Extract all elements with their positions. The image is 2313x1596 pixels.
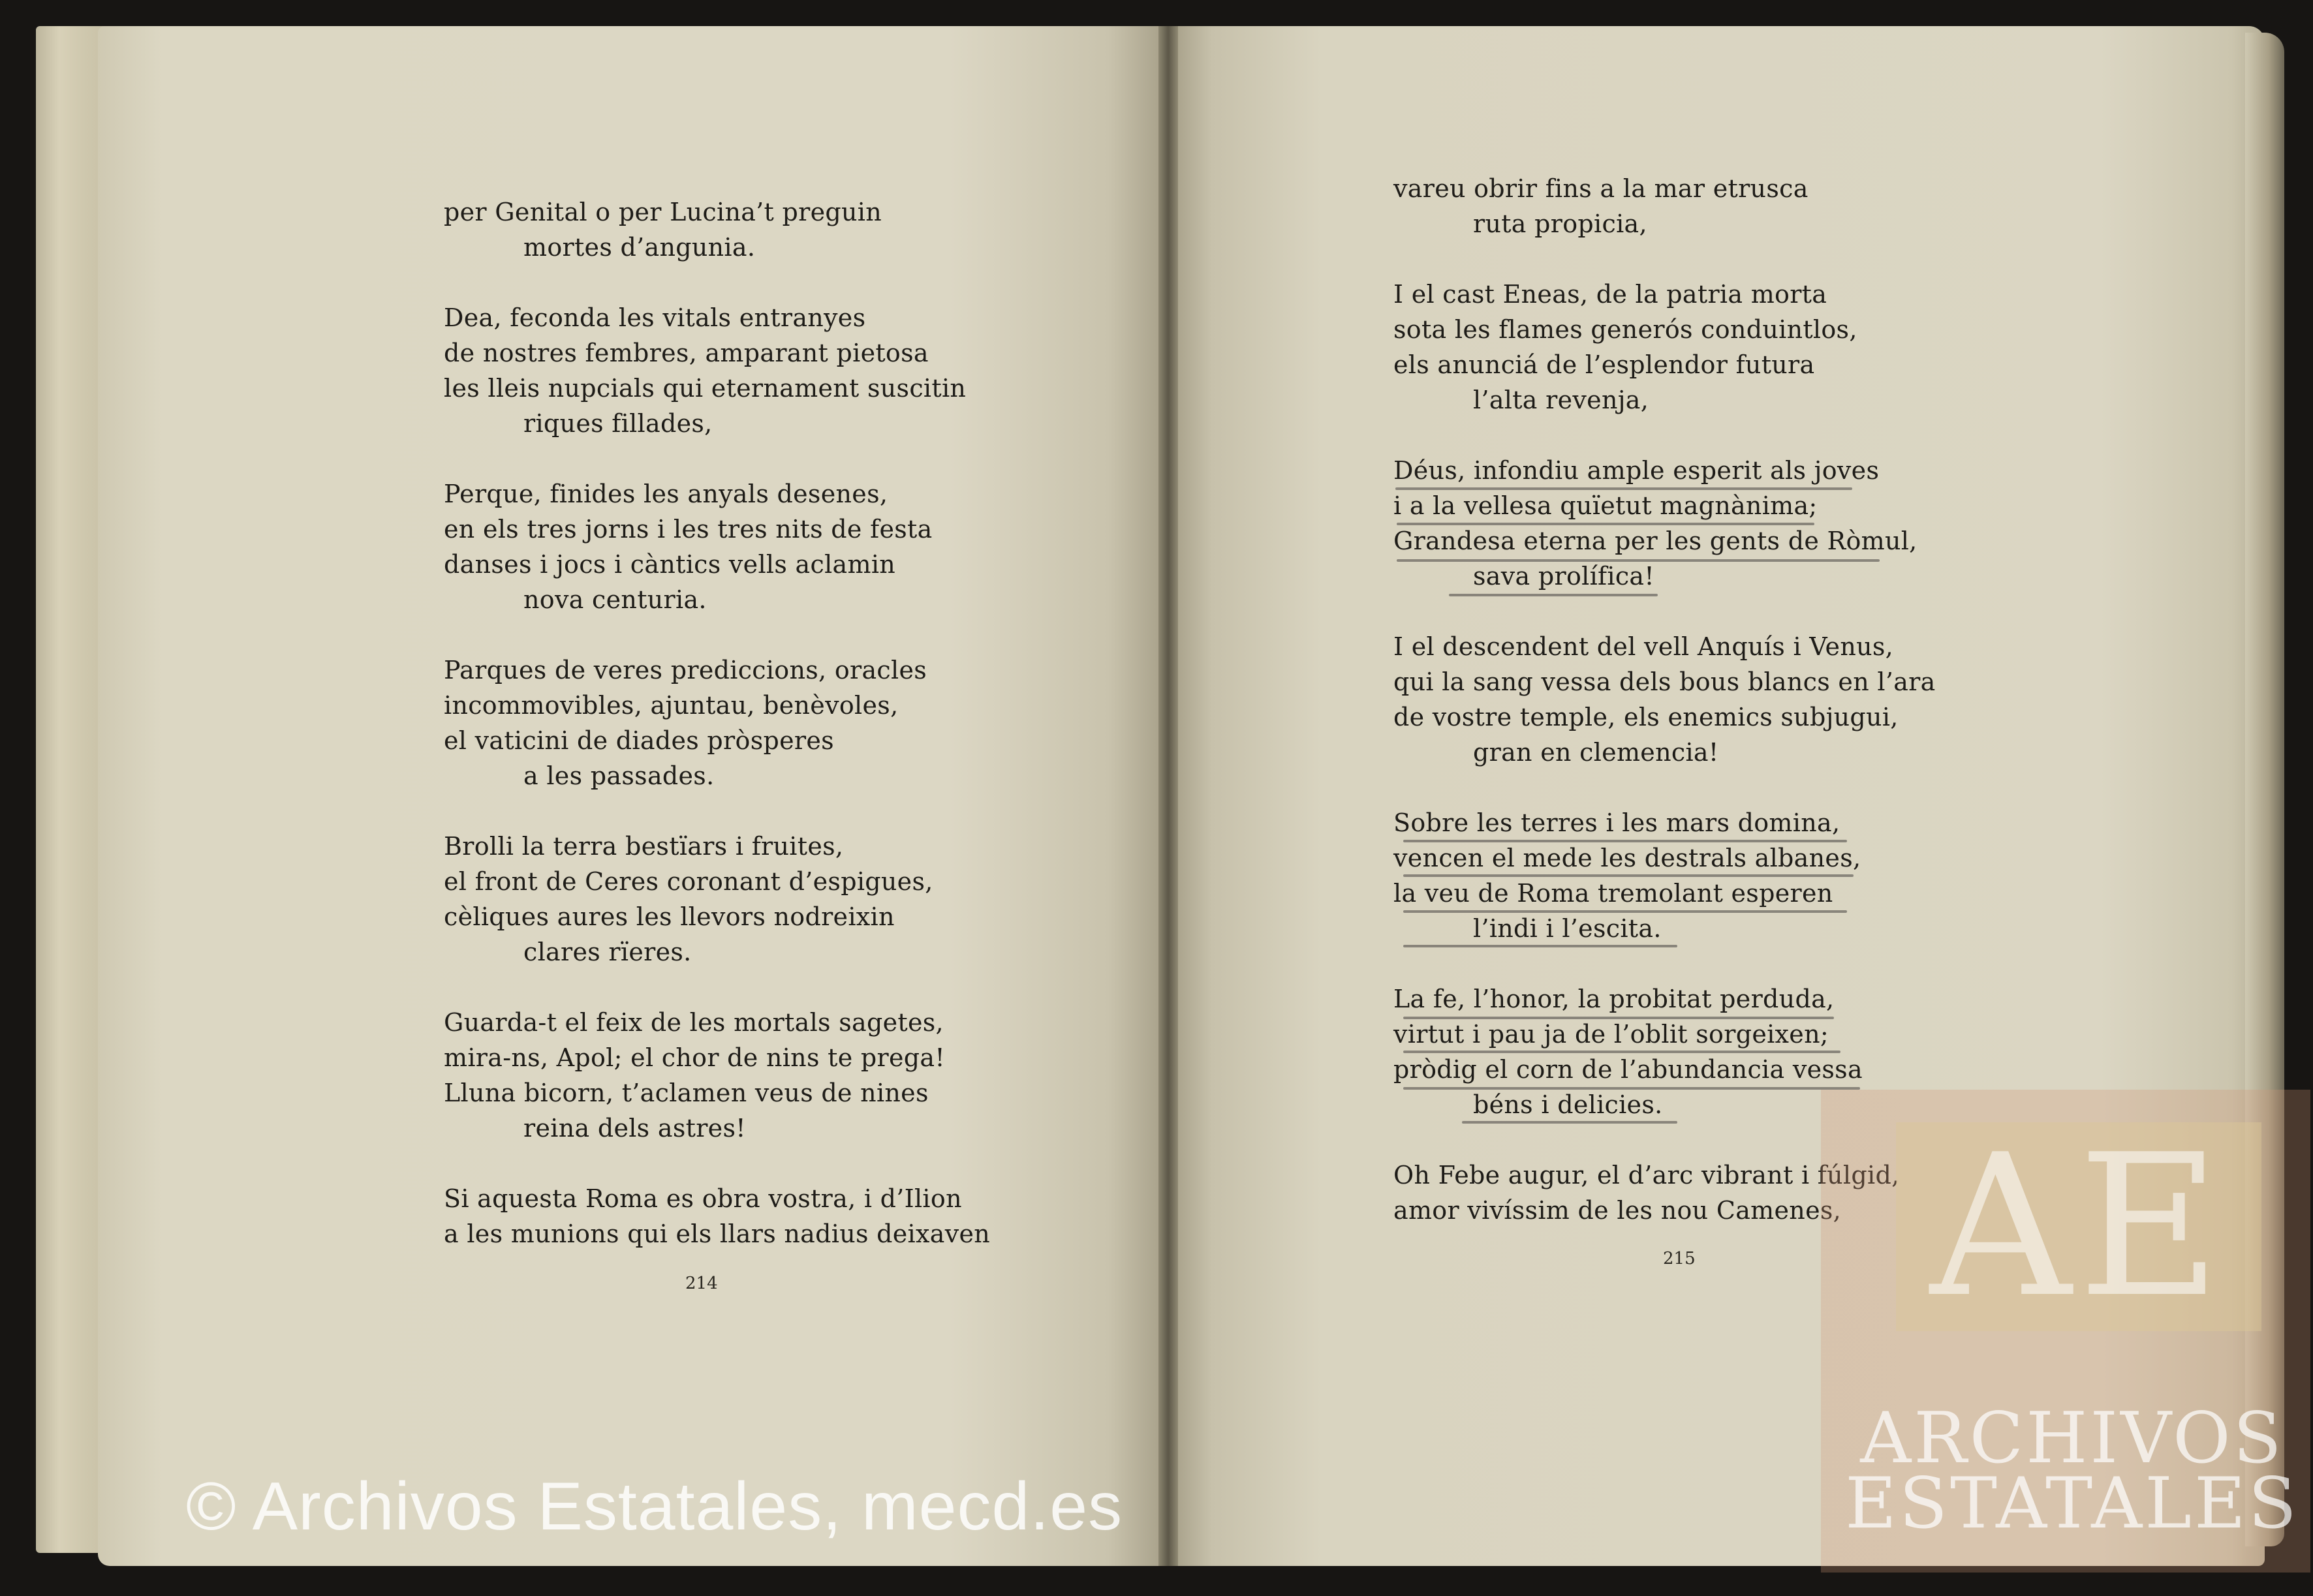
verse-line: mira-ns, Apol; el chor de nins te prega! (444, 1043, 945, 1072)
left-page-poem (444, 194, 990, 1251)
verse-line: sava prolífica! (1473, 562, 1654, 591)
verse-line: gran en clemencia! (1473, 738, 1719, 767)
verse-line: qui la sang vessa dels bous blancs en l’ara (1393, 668, 1936, 696)
verse-line: Dea, feconda les vitals entranyes (444, 303, 866, 332)
verse-line: el front de Ceres coronant d’espigues, (444, 867, 933, 896)
pencil-underline (1403, 874, 1854, 877)
verse-line: Guarda-t el feix de les mortals sagetes, (444, 1008, 944, 1037)
verse-line: I el cast Eneas, de la patria morta (1393, 280, 1827, 309)
stanza-gap (444, 617, 990, 652)
verse-line: danses i jocs i càntics vells aclamin (444, 550, 896, 579)
verse-line: cèliques aures les llevors nodreixin (444, 902, 895, 931)
pencil-underline (1403, 1087, 1860, 1090)
verse-line: amor vivíssim de les nou Camenes, (1393, 1196, 1842, 1225)
verse-line: la veu de Roma tremolant esperen (1393, 879, 1833, 908)
verse-line: de vostre temple, els enemics subjugui, (1393, 703, 1899, 731)
verse-line: i a la vellesa quïetut magnànima; (1393, 491, 1818, 520)
pencil-underline (1403, 910, 1847, 913)
stanza-gap (1393, 946, 1936, 981)
pencil-underline (1397, 523, 1814, 525)
pencil-underline (1449, 594, 1658, 596)
pencil-underline (1397, 559, 1880, 562)
verse-line: reina dels astres! (523, 1114, 746, 1143)
verse-line: I el descendent del vell Anquís i Venus, (1393, 632, 1894, 661)
verse-line: Oh Febe augur, el d’arc vibrant i fúlgid, (1393, 1161, 1900, 1189)
pencil-underline (1403, 945, 1677, 947)
stanza-gap (444, 441, 990, 476)
verse-line: béns i delicies. (1473, 1090, 1663, 1119)
right-page-poem (1393, 171, 1936, 1228)
pencil-underline (1403, 1017, 1834, 1019)
verse-line: Perque, finides les anyals desenes, (444, 480, 888, 508)
verse-line: l’indi i l’escita. (1473, 914, 1662, 943)
verse-line: pròdig el corn de l’abundancia vessa (1393, 1055, 1863, 1084)
stanza-gap (444, 265, 990, 300)
pencil-underline (1403, 840, 1847, 842)
verse-line: de nostres fembres, amparant pietosa (444, 339, 929, 367)
verse-line: per Genital o per Lucina’t preguin (444, 198, 882, 226)
verse-line: a les passades. (523, 761, 715, 790)
verse-line: a les munions qui els llars nadius deixaven (444, 1220, 991, 1248)
verse-line: nova centuria. (523, 585, 707, 614)
verse-line: virtut i pau ja de l’oblit sorgeixen; (1393, 1020, 1829, 1049)
verse-line: Si aquesta Roma es obra vostra, i d’Ilion (444, 1184, 962, 1213)
book-gutter (1158, 26, 1178, 1566)
verse-line: riques fillades, (523, 409, 713, 438)
stanza-gap (1393, 418, 1936, 453)
verse-line: els anunciá de l’esplendor futura (1393, 350, 1815, 379)
verse-line: les lleis nupcials qui eternament suscitin (444, 374, 967, 403)
pencil-underline (1403, 1051, 1840, 1053)
verse-line: Déus, infondiu ample esperit als joves (1393, 456, 1880, 485)
verse-line: ruta propicia, (1473, 209, 1647, 238)
verse-line: Grandesa eterna per les gents de Ròmul, (1393, 527, 1917, 555)
verse-line: Parques de veres prediccions, oracles (444, 656, 927, 684)
verse-line: Sobre les terres i les mars domina, (1393, 808, 1840, 837)
stanza-gap (444, 1146, 990, 1181)
verse-line: incommovibles, ajuntau, benèvoles, (444, 691, 899, 720)
copyright-watermark: © Archivos Estatales, mecd.es (186, 1469, 1123, 1544)
page-number-left: 214 (685, 1274, 718, 1293)
verse-line: Brolli la terra bestïars i fruites, (444, 832, 844, 861)
verse-line: sota les flames generós conduintlos, (1393, 315, 1857, 344)
verse-line: el vaticini de diades pròsperes (444, 726, 834, 755)
stanza-gap (1393, 594, 1936, 629)
page-number-right: 215 (1663, 1249, 1696, 1268)
archive-logo-name-line2: ESTATALES (1845, 1463, 2299, 1544)
pencil-underline (1395, 487, 1852, 490)
archive-logo-name-line1: ARCHIVOS (1860, 1398, 2284, 1479)
verse-line: clares rïeres. (523, 938, 692, 966)
stanza-gap (1393, 770, 1936, 805)
stanza-gap (444, 793, 990, 829)
verse-line: mortes d’angunia. (523, 233, 756, 262)
verse-line: l’alta revenja, (1473, 386, 1649, 414)
verse-line: La fe, l’honor, la probitat perduda, (1393, 985, 1835, 1013)
verse-line: vareu obrir fins a la mar etrusca (1393, 174, 1808, 203)
verse-line: Lluna bicorn, t’aclamen veus de nines (444, 1079, 929, 1107)
stanza-gap (1393, 241, 1936, 277)
verse-line: vencen el mede les destrals albanes, (1393, 844, 1861, 872)
archive-logo-letters: AE (1930, 1113, 2228, 1340)
stanza-gap (444, 970, 990, 1005)
verse-line: en els tres jorns i les tres nits de festa (444, 515, 933, 544)
pencil-underline (1462, 1121, 1677, 1124)
